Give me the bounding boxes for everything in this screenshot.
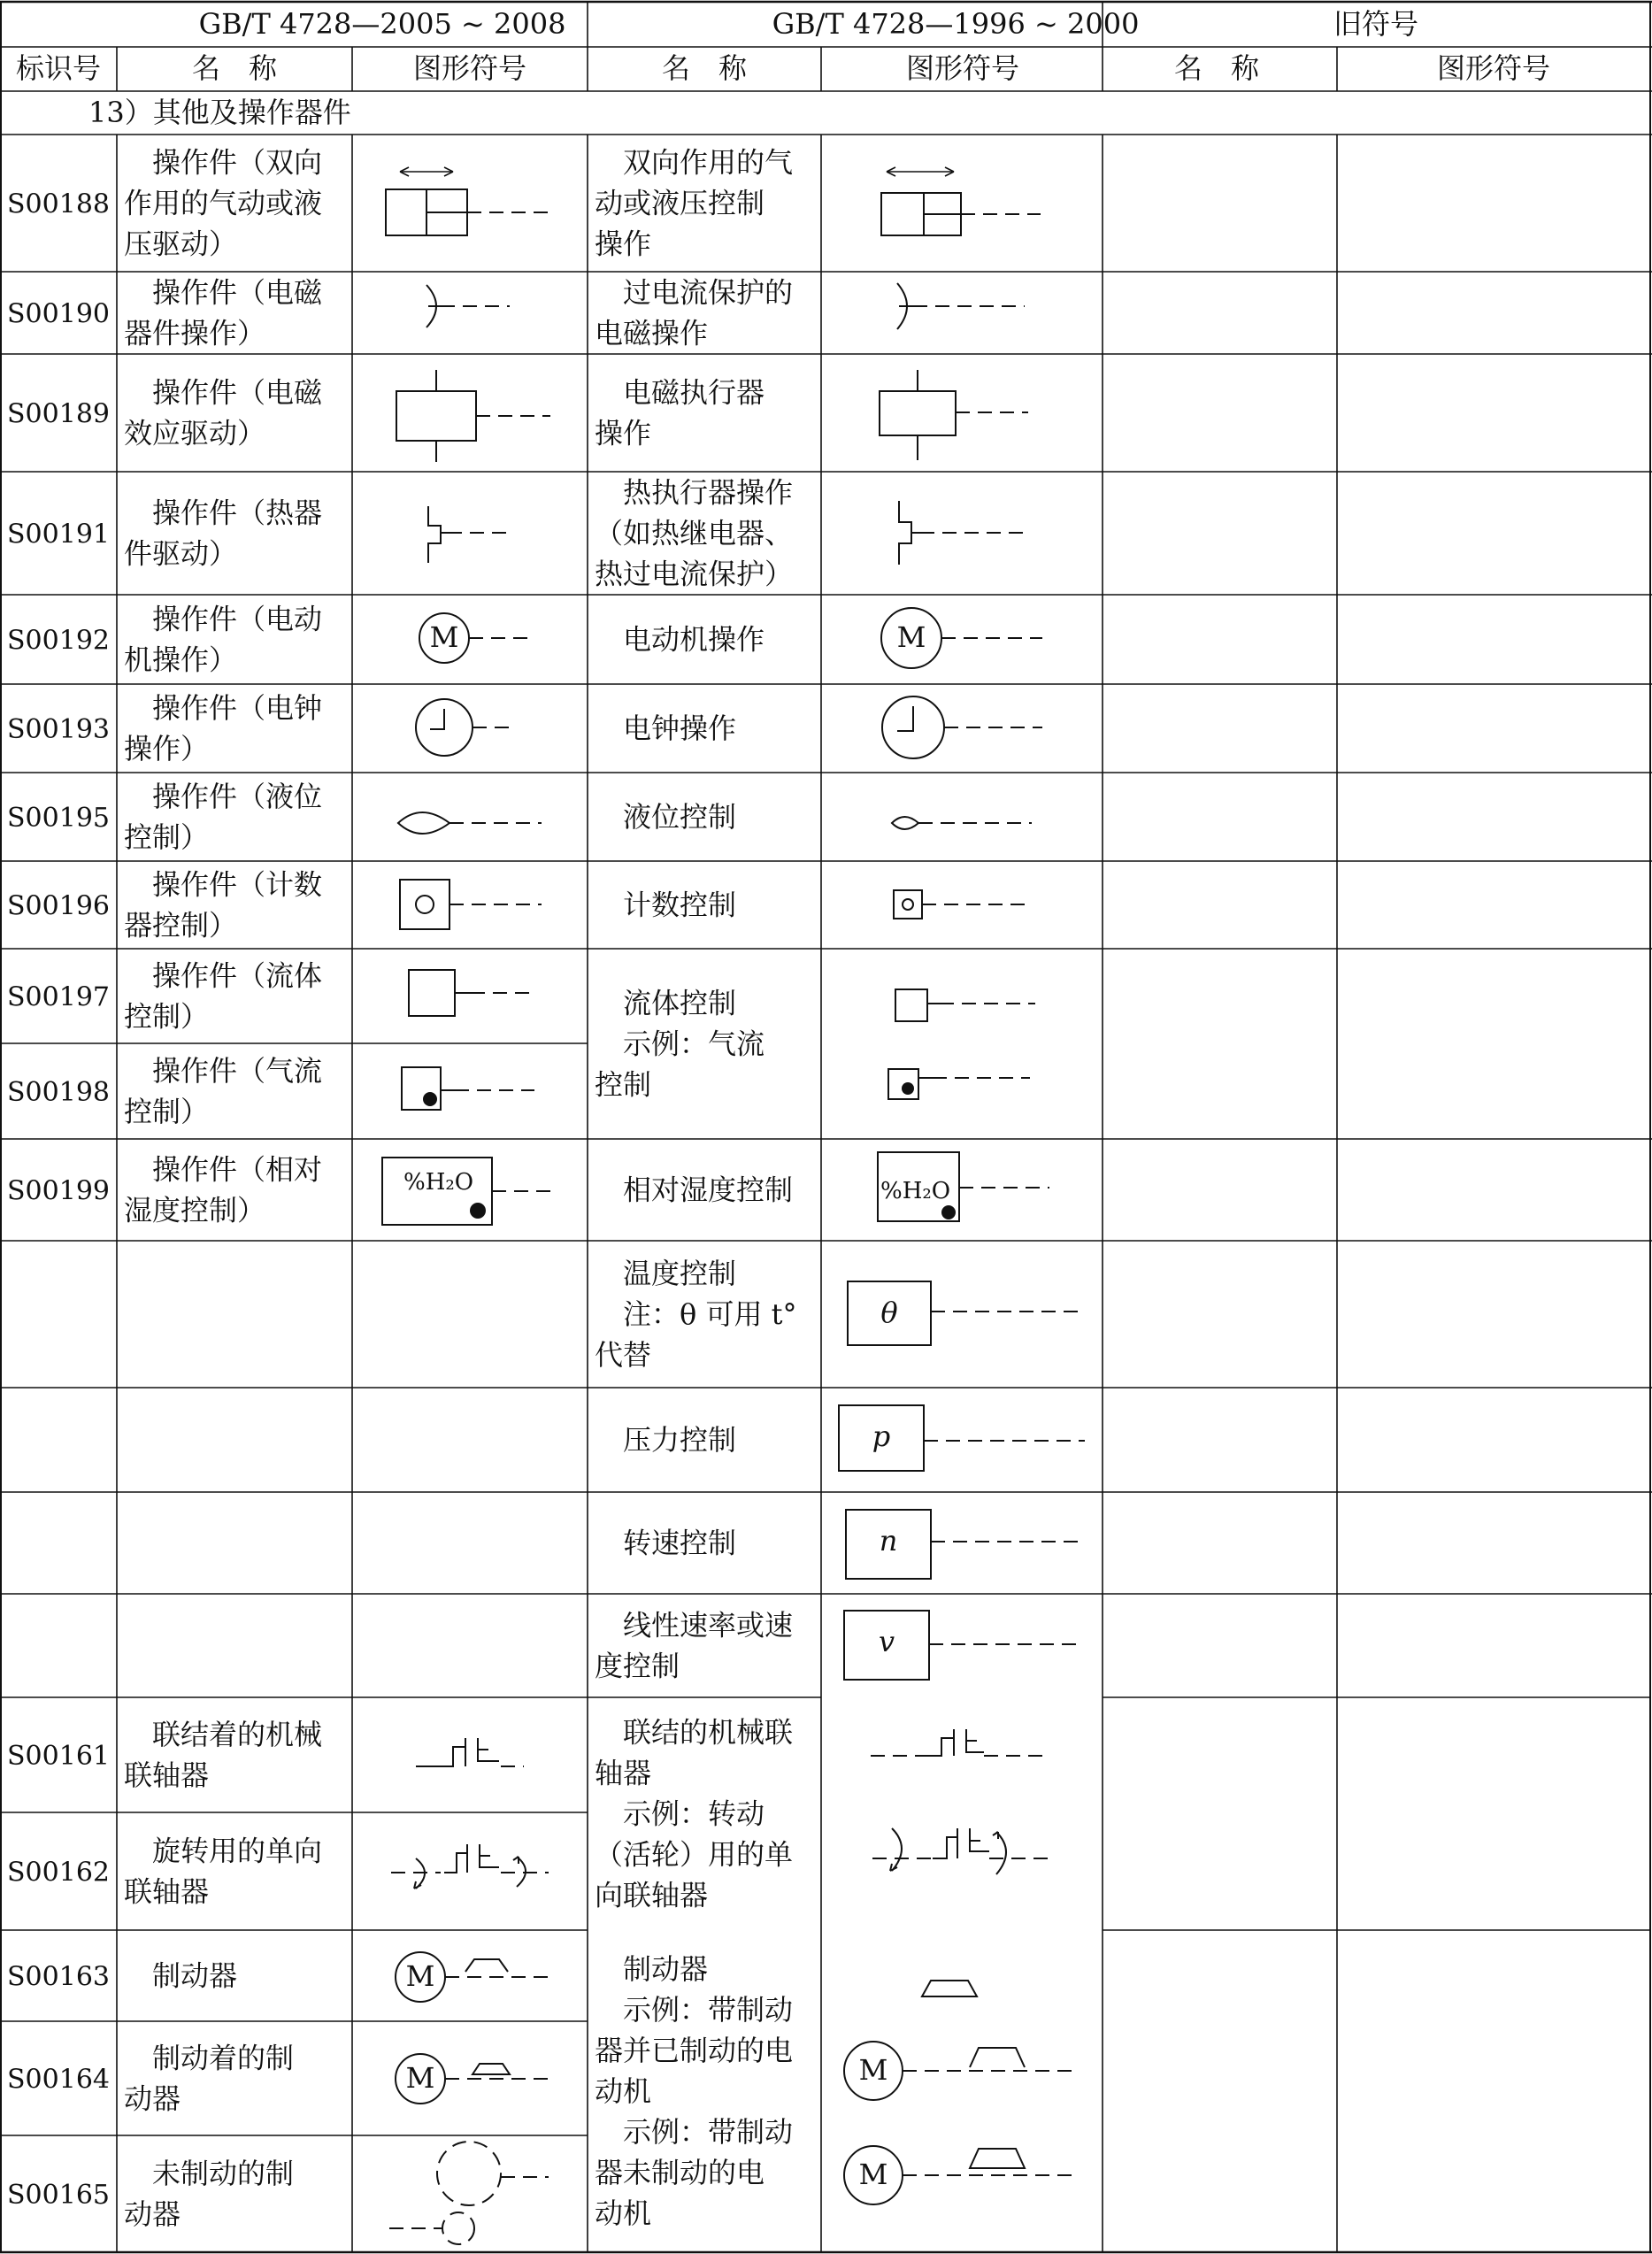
symbol-counter-mid-icon bbox=[894, 890, 1032, 919]
symbol-clock-icon bbox=[416, 699, 513, 756]
table-text-cells bbox=[7, 146, 796, 2232]
symbol-electromagnetic-icon bbox=[426, 285, 510, 327]
name-mid: 度控制 bbox=[595, 1649, 680, 1683]
header-col-symbol-mid: 图形符号 bbox=[905, 51, 1020, 85]
row-id: S00193 bbox=[7, 714, 110, 745]
row-id: S00196 bbox=[7, 890, 110, 922]
name-new: 控制） bbox=[124, 1095, 210, 1128]
row-id: S00161 bbox=[7, 1741, 110, 1772]
symbol-overcurrent-mid-icon bbox=[897, 283, 1025, 329]
name-new: 操作件（电钟 bbox=[124, 691, 323, 725]
name-new: 操作） bbox=[124, 732, 210, 765]
name-mid-brake: 动机 bbox=[595, 2196, 652, 2230]
pressure-letter: p bbox=[872, 1419, 891, 1453]
name-mid-coupler: （活轮）用的单 bbox=[595, 1837, 794, 1872]
name-new: 控制） bbox=[124, 820, 210, 854]
header-group-mid: GB/T 4728—1996 ~ 2000 bbox=[772, 7, 1140, 41]
symbol-brake-mid-icon bbox=[922, 1981, 977, 1996]
name-mid: 电钟操作 bbox=[595, 712, 737, 745]
name-mid-fluid: 流体控制 bbox=[595, 986, 737, 1020]
symbol-brake-released-mid-icon bbox=[844, 2146, 1074, 2204]
name-mid-fluid: 示例：气流 bbox=[595, 1027, 765, 1061]
symbol-motor-mid-icon bbox=[881, 608, 1042, 668]
symbol-counter-icon bbox=[400, 880, 542, 929]
name-mid: 热执行器操作 bbox=[595, 475, 794, 510]
row-id: S00163 bbox=[7, 1961, 110, 1993]
name-new: 操作件（电磁 bbox=[124, 375, 323, 410]
name-new: 器控制） bbox=[124, 908, 238, 942]
name-new: 机操作） bbox=[124, 642, 238, 677]
name-new: 未制动的制 bbox=[124, 2157, 295, 2190]
name-mid-coupler: 向联轴器 bbox=[595, 1878, 709, 1912]
header-col-name-old: 名 称 bbox=[1173, 51, 1260, 85]
humidity-mid-label: %H₂O bbox=[880, 1178, 951, 1204]
name-mid: 操作 bbox=[595, 227, 652, 261]
symbol-coupling-mid-icon bbox=[871, 1729, 1044, 1756]
symbol-fluid-mid-icon bbox=[895, 989, 1035, 1021]
header-group-new: GB/T 4728—2005 ~ 2008 bbox=[198, 7, 566, 41]
name-new: 联轴器 bbox=[124, 1758, 210, 1792]
name-mid-brake: 示例：带制动 bbox=[595, 1993, 794, 2027]
symbol-motor-icon bbox=[419, 613, 527, 663]
name-new: 操作件（双向 bbox=[124, 145, 323, 180]
symbol-humidity-mid-icon bbox=[878, 1152, 1049, 1221]
name-mid-brake: 器并已制动的电 bbox=[595, 2034, 794, 2067]
symbols-new bbox=[382, 167, 556, 2244]
header-col-name-new: 名 称 bbox=[191, 51, 278, 85]
name-mid: 注：θ 可用 t° bbox=[595, 1297, 797, 1331]
row-id: S00192 bbox=[7, 625, 110, 657]
name-mid: 动或液压控制 bbox=[595, 186, 765, 220]
symbol-pressure-icon bbox=[839, 1405, 1085, 1471]
name-mid: 电磁执行器 bbox=[595, 375, 765, 410]
name-mid: 热过电流保护） bbox=[595, 557, 794, 591]
name-mid: 电动机操作 bbox=[595, 622, 765, 657]
name-mid: 计数控制 bbox=[595, 888, 737, 922]
row-id: S00190 bbox=[7, 298, 110, 330]
name-new: 操作件（计数 bbox=[124, 867, 323, 902]
row-id: S00197 bbox=[7, 981, 110, 1013]
name-mid: 转速控制 bbox=[595, 1526, 737, 1560]
name-new: 操作件（气流 bbox=[124, 1054, 323, 1088]
row-id: S00164 bbox=[7, 2064, 110, 2096]
symbol-double-acting-mid-icon bbox=[881, 167, 1041, 235]
header-group-old: 旧符号 bbox=[1333, 7, 1419, 41]
header-col-name-mid: 名 称 bbox=[661, 51, 748, 85]
name-new: 操作件（电动 bbox=[124, 602, 323, 636]
name-new: 控制） bbox=[124, 999, 210, 1034]
name-mid-brake: 制动器 bbox=[595, 1952, 709, 1986]
symbol-level-mid-icon bbox=[892, 817, 1032, 829]
speed-letter: n bbox=[879, 1524, 898, 1558]
symbol-level-icon bbox=[398, 812, 542, 834]
motor-letter: M bbox=[429, 620, 459, 654]
name-new: 操作件（液位 bbox=[124, 780, 323, 813]
row-id: S00191 bbox=[7, 519, 110, 550]
brake-motor-letter: M bbox=[405, 1959, 435, 1993]
name-mid: 双向作用的气 bbox=[595, 145, 794, 180]
header-col-id: 标识号 bbox=[15, 51, 102, 85]
symbol-coupling-icon bbox=[416, 1738, 524, 1766]
name-new: 旋转用的单向 bbox=[124, 1834, 323, 1868]
name-new: 件驱动） bbox=[124, 536, 238, 571]
symbol-humidity-icon bbox=[382, 1158, 556, 1225]
row-id: S00198 bbox=[7, 1077, 110, 1108]
name-mid-coupler: 示例：转动 bbox=[595, 1796, 765, 1831]
name-new: 操作件（流体 bbox=[124, 958, 323, 993]
name-mid: 过电流保护的 bbox=[595, 275, 794, 310]
motor-mid-letter: M bbox=[896, 620, 926, 654]
brake-applied-motor-letter: M bbox=[405, 2061, 435, 2095]
row-id: S00188 bbox=[7, 188, 110, 220]
name-mid-coupler: 轴器 bbox=[595, 1756, 652, 1790]
symbol-em-actuator-mid-icon bbox=[880, 370, 1028, 460]
name-new: 动器 bbox=[124, 2081, 181, 2116]
name-mid: 压力控制 bbox=[595, 1423, 737, 1457]
name-new: 操作件（相对 bbox=[124, 1152, 323, 1187]
row-id: S00165 bbox=[7, 2180, 110, 2211]
name-new: 操作件（电磁 bbox=[124, 275, 323, 310]
name-mid-coupler: 联结的机械联 bbox=[595, 1715, 794, 1750]
name-mid: 操作 bbox=[595, 416, 652, 450]
name-new: 效应驱动） bbox=[124, 416, 266, 450]
row-id: S00199 bbox=[7, 1175, 110, 1207]
symbol-thermal-mid-icon bbox=[899, 501, 1025, 565]
name-mid: 电磁操作 bbox=[595, 316, 709, 350]
header-col-symbol-old: 图形符号 bbox=[1436, 51, 1551, 85]
temperature-theta: θ bbox=[880, 1296, 898, 1329]
name-new: 器件操作） bbox=[124, 316, 266, 350]
name-new: 操作件（热器 bbox=[124, 496, 323, 530]
humidity-label: %H₂O bbox=[403, 1169, 474, 1196]
symbol-brake-released-icon bbox=[389, 2142, 549, 2244]
name-mid: （如热继电器、 bbox=[595, 516, 794, 550]
row-id: S00189 bbox=[7, 398, 110, 430]
symbol-double-acting-icon bbox=[386, 167, 554, 235]
row-id: S00195 bbox=[7, 803, 110, 834]
name-new: 联轴器 bbox=[124, 1874, 210, 1909]
header-col-symbol-new: 图形符号 bbox=[412, 51, 527, 85]
symbol-brake-applied-mid-icon bbox=[844, 2042, 1074, 2100]
name-mid: 相对湿度控制 bbox=[595, 1173, 794, 1207]
name-mid-brake: 器未制动的电 bbox=[595, 2156, 765, 2189]
symbol-fluid-icon bbox=[409, 970, 531, 1016]
symbol-brake-icon bbox=[396, 1952, 549, 2002]
name-new: 制动着的制 bbox=[124, 2041, 295, 2075]
name-new: 作用的气动或液 bbox=[124, 186, 323, 220]
name-mid: 线性速率或速 bbox=[595, 1608, 794, 1642]
name-mid-brake: 示例：带制动 bbox=[595, 2115, 794, 2149]
symbol-brake-applied-icon bbox=[396, 2054, 549, 2104]
name-new: 联结着的机械 bbox=[124, 1718, 323, 1751]
symbol-thermal-icon bbox=[428, 506, 513, 563]
symbol-temperature-icon bbox=[848, 1281, 1078, 1345]
symbol-airflow-mid-icon bbox=[888, 1069, 1030, 1099]
name-new: 动器 bbox=[124, 2197, 181, 2231]
symbol-speed-icon bbox=[846, 1510, 1078, 1579]
name-new: 湿度控制） bbox=[124, 1193, 266, 1227]
symbol-oneway-coupling-icon bbox=[391, 1844, 549, 1889]
row-id: S00162 bbox=[7, 1857, 110, 1889]
name-mid: 代替 bbox=[595, 1338, 652, 1372]
symbol-airflow-icon bbox=[402, 1067, 534, 1110]
brake-mid-motor-letter: M bbox=[858, 2053, 888, 2087]
name-mid-brake: 动机 bbox=[595, 2074, 652, 2108]
symbols-mid bbox=[839, 167, 1085, 2204]
name-new: 制动器 bbox=[124, 1958, 238, 1993]
symbol-em-actuator-icon bbox=[396, 370, 550, 462]
name-new: 压驱动） bbox=[124, 227, 238, 261]
brake-released-mid-motor-letter: M bbox=[858, 2158, 888, 2191]
symbol-clock-mid-icon bbox=[882, 696, 1042, 758]
symbol-oneway-coupling-mid-icon bbox=[872, 1828, 1051, 1874]
section-title: 13）其他及操作器件 bbox=[88, 96, 351, 129]
velocity-letter: v bbox=[878, 1625, 895, 1658]
symbol-velocity-icon bbox=[844, 1611, 1080, 1680]
name-mid-fluid: 控制 bbox=[595, 1067, 652, 1102]
name-mid: 温度控制 bbox=[595, 1257, 737, 1290]
name-mid: 液位控制 bbox=[595, 800, 737, 834]
